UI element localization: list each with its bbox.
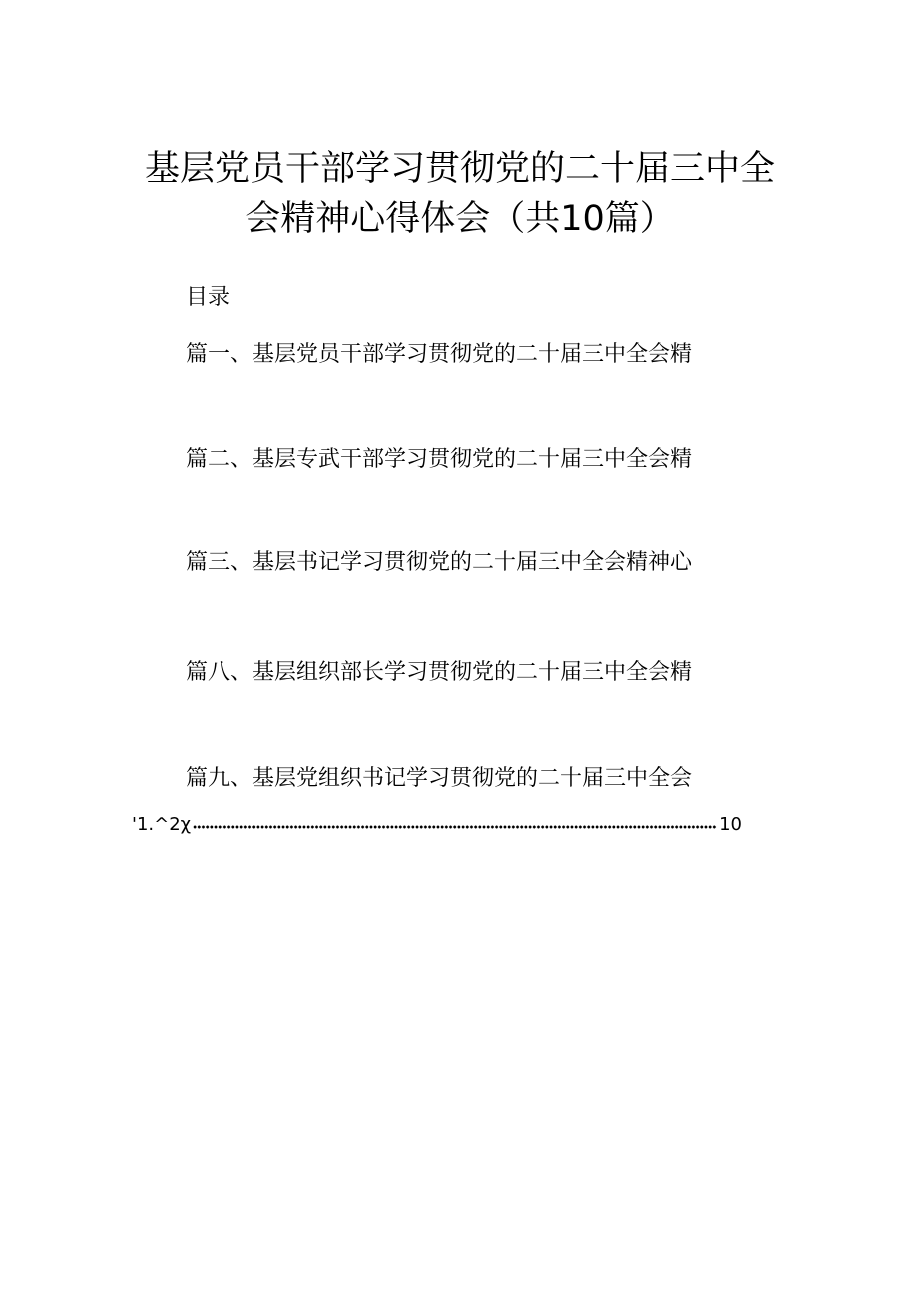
toc-page-number: 10 bbox=[719, 814, 742, 835]
toc-entry-1: 篇一、基层党员干部学习贯彻党的二十届三中全会精 bbox=[186, 342, 693, 367]
toc-entry-2: 篇二、基层专武干部学习贯彻党的二十届三中全会精 bbox=[186, 447, 693, 472]
toc-leader-prefix: '1.^2χ bbox=[132, 814, 192, 835]
toc-entry-5: 篇九、基层党组织书记学习贯彻党的二十届三中全会 bbox=[186, 766, 693, 791]
toc-dot-leader bbox=[193, 825, 717, 829]
document-title-line-1: 基层党员干部学习贯彻党的二十届三中全 bbox=[144, 149, 775, 189]
toc-entry-4: 篇八、基层组织部长学习贯彻党的二十届三中全会精 bbox=[186, 660, 693, 685]
toc-entry-3: 篇三、基层书记学习贯彻党的二十届三中全会精神心 bbox=[186, 550, 693, 575]
toc-heading: 目录 bbox=[186, 285, 231, 310]
toc-leader-line bbox=[132, 812, 742, 838]
document-title-line-2: 会精神心得体会（共10篇） bbox=[245, 199, 675, 239]
